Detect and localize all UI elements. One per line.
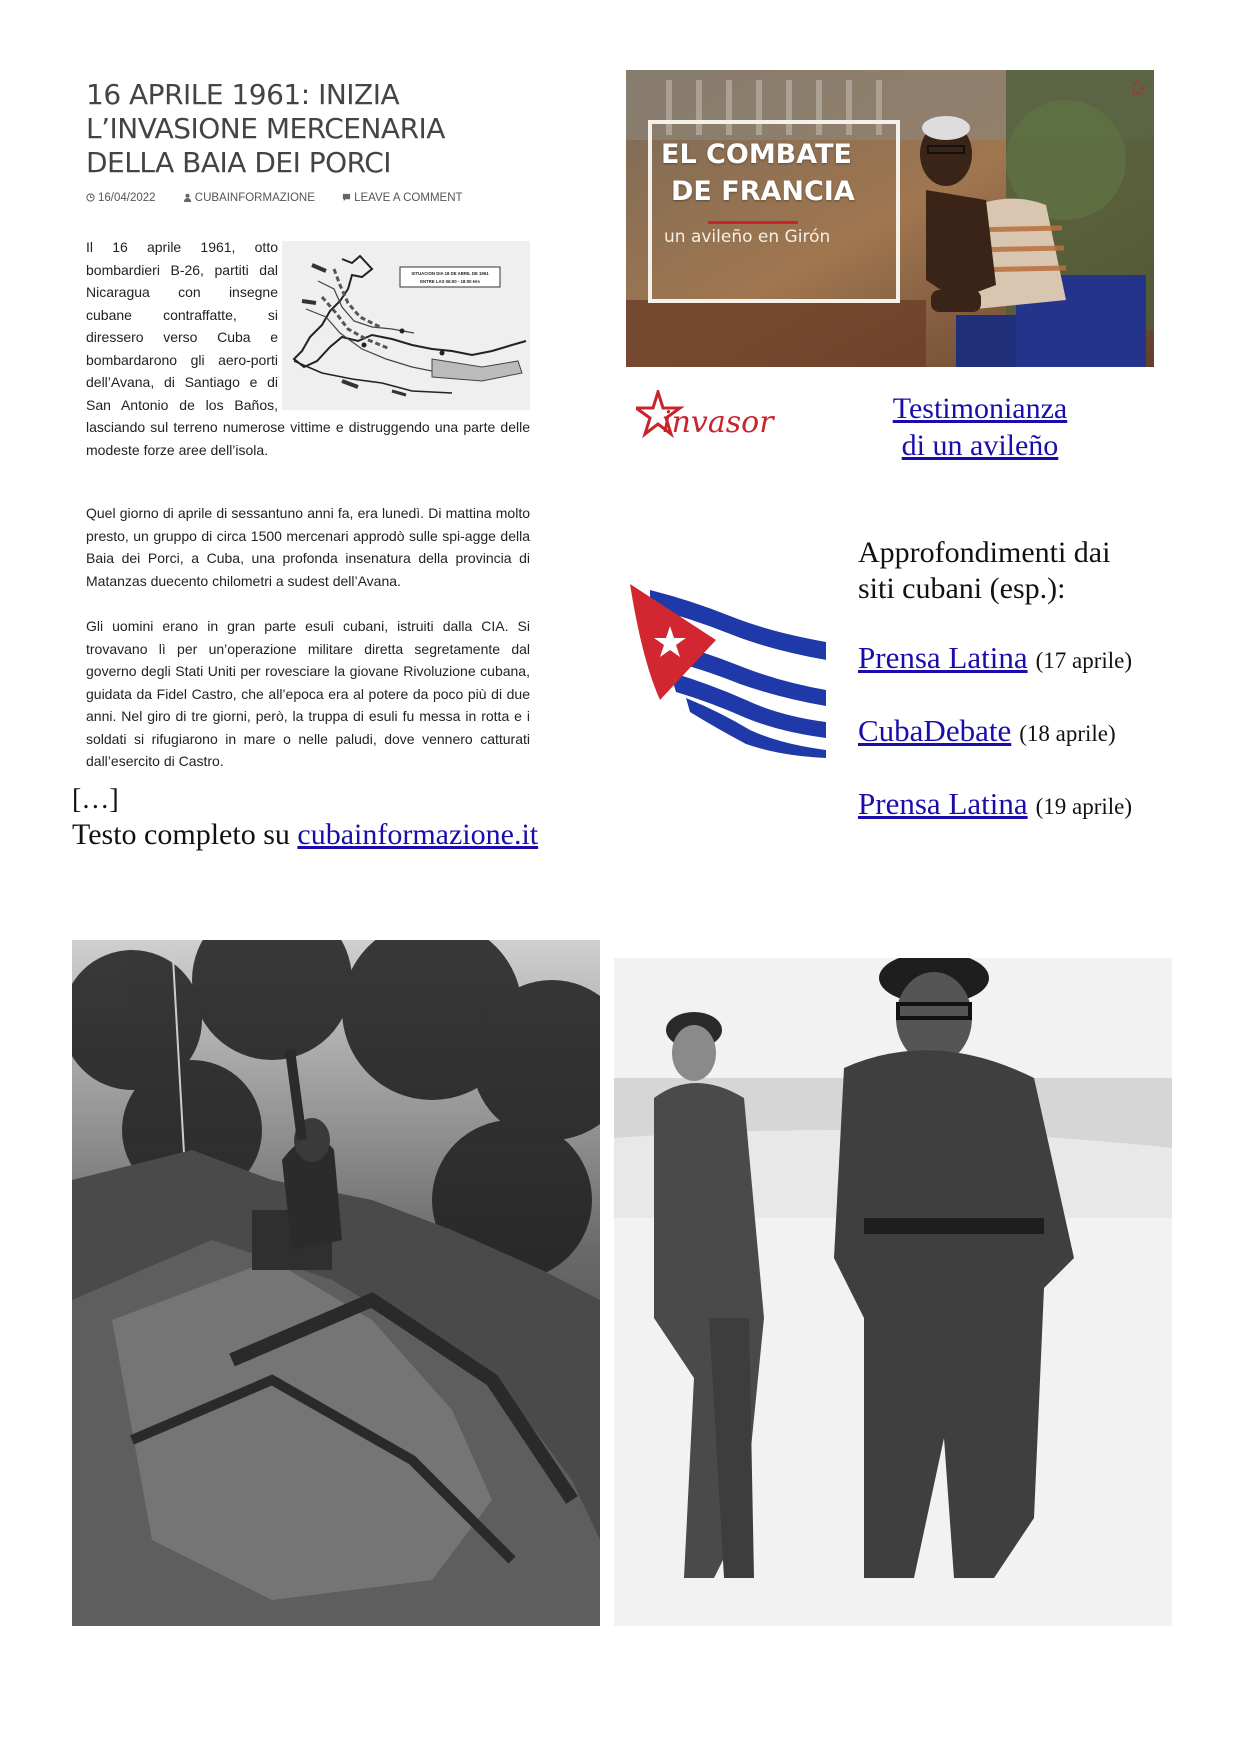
banner-divider [708, 221, 798, 224]
testimonianza-block [860, 390, 1100, 464]
link-date-note: (18 aprile) [1019, 721, 1116, 746]
ellipsis: […] [72, 784, 119, 815]
article-meta [86, 192, 487, 204]
article-clipping [72, 60, 542, 780]
prensa-latina-link-19[interactable]: Prensa Latina [858, 786, 1028, 821]
castro-walking-photo [614, 958, 1172, 1626]
map-caption-2: ENTRE LAS 06:00 - 18:00 Hrs [420, 279, 480, 284]
testimonianza-link[interactable]: Testimonianza di un avileño [892, 392, 1068, 462]
article-title: 16 APRILE 1961: INIZIA L’INVASIONE MERCENARIA DELLA BAIA DEI PORCI [86, 78, 445, 179]
invasor-logo[interactable] [636, 390, 796, 446]
full-text-line [72, 818, 538, 852]
cubadebate-link-18[interactable]: CubaDebate [858, 713, 1012, 748]
article-paragraph-1: Il 16 aprile 1961, otto bombardieri B-26, partiti dal Nicaragua con insegne cubane contraffatte, si diressero verso Cuba e bombardarono gli aero-porti dell’Avana, di Santiago e di San Antonio de los Baños, lasciando sul terreno numerose vittime e distruggendo una parte delle modeste forze aree dell’isola. [86, 239, 530, 458]
clock-icon [86, 193, 95, 202]
link-row-prensa-latina-17 [858, 640, 1132, 676]
comment-icon [342, 193, 351, 202]
tank-photo [72, 940, 600, 1626]
prensa-latina-link-17[interactable]: Prensa Latina [858, 640, 1028, 675]
banner-title: EL COMBATE DE FRANCIA [661, 139, 855, 207]
cuban-flag-image [630, 580, 830, 760]
article-comments-link[interactable]: LEAVE A COMMENT [342, 192, 474, 204]
full-text-prefix: Testo completo su [72, 818, 298, 851]
link-date-note: (19 aprile) [1035, 794, 1133, 819]
banner-subtitle: un avileño en Girón [664, 227, 831, 247]
el-combate-banner[interactable] [626, 70, 1154, 367]
user-icon [183, 193, 192, 202]
article-paragraph-3: Gli uomini erano in gran parte esuli cubani, istruiti dalla CIA. Si trovavano lì per un’operazione militare diretta segretamente dal governo degli Stati Uniti per rovesciare la giovane Rivoluzione cubana, guidata da Fidel Castro, che all’epoca era al potere da poco più di due anni. Nel giro di tre giorni, però, la truppa di esuli fu messa in rotta e i soldati si rifugiarono in mare o nelle paludi, dove vennero catturati dall’esercito di Castro. [86, 618, 530, 769]
map-caption-1: SITUACION DIA 18 DE ABRIL DE 1961 [411, 271, 489, 276]
link-date-note: (17 aprile) [1035, 648, 1133, 673]
link-row-cubadebate-18 [858, 713, 1116, 749]
star-icon: ✩ [1129, 78, 1146, 100]
article-author[interactable]: CUBAINFORMAZIONE [183, 192, 327, 204]
invasor-text: invasor [662, 405, 774, 440]
article-date: 16/04/2022 [86, 192, 168, 204]
cubainformazione-link[interactable]: cubainformazione.it [297, 818, 539, 851]
approfondimenti-heading: Approfondimenti dai siti cubani (esp.): [858, 536, 1111, 605]
link-row-prensa-latina-19 [858, 786, 1132, 822]
article-paragraph-2: Quel giorno di aprile di sessantuno anni fa, era lunedì. Di mattina molto presto, un gruppo di circa 1500 mercenari approdò sulle spi-agge della Baia dei Porci, a Cuba, una profonda insenatura della provincia di Matanzas duecento chilometri a sudest dell’Avana. [86, 505, 530, 589]
